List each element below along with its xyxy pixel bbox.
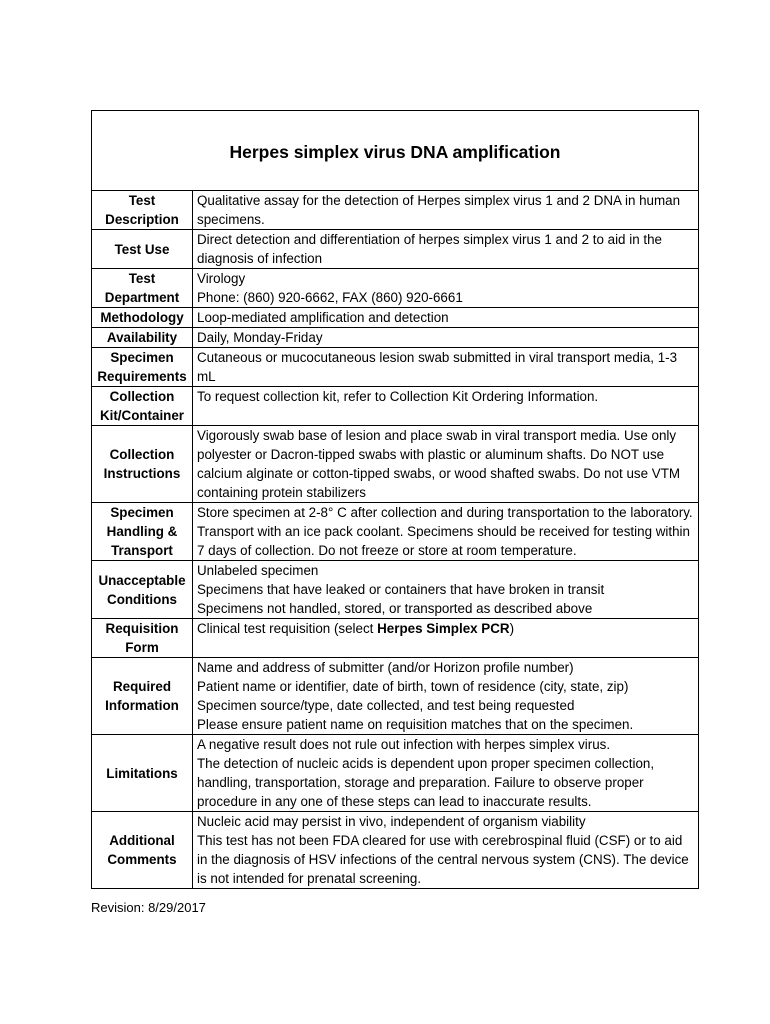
row-label-specimen-handling: Specimen Handling & Transport [92, 503, 193, 561]
value-line: Patient name or identifier, date of birth, town of residence (city, state, zip) [197, 679, 629, 694]
table-row [92, 619, 699, 658]
value-line: Virology [197, 271, 246, 286]
table-row [92, 191, 699, 230]
row-value-test-description [193, 191, 699, 230]
value-line: Specimen source/type, date collected, and test being requested [197, 698, 575, 713]
value-line: Cutaneous or mucocutaneous lesion swab submitted in viral transport media, 1-3 mL [197, 350, 678, 384]
value-line: Loop-mediated amplification and detection [197, 310, 449, 325]
row-value-specimen-handling [193, 503, 699, 561]
value-line: Store specimen at 2-8° C after collection and during transportation to the laboratory. Transport with an ice pack coolant. Specimens should be received for testing within 7 days of collection. Do not freeze or store at room temperature. [197, 505, 693, 558]
value-line: Phone: (860) 920-6662, FAX (860) 920-6661 [197, 290, 463, 305]
table-row [92, 230, 699, 269]
row-value-limitations [193, 735, 699, 812]
row-label-unacceptable-conditions: Unacceptable Conditions [92, 561, 193, 619]
table-row [92, 658, 699, 735]
row-label-requisition-form: Requisition Form [92, 619, 193, 658]
row-label-additional-comments: Additional Comments [92, 812, 193, 889]
row-value-collection-kit [193, 387, 699, 426]
row-label-limitations: Limitations [92, 735, 193, 812]
value-line: Specimens not handled, stored, or transported as described above [197, 601, 593, 616]
row-value-requisition-form [193, 619, 699, 658]
value-line: A negative result does not rule out infection with herpes simplex virus. [197, 737, 611, 752]
row-value-required-information [193, 658, 699, 735]
row-label-methodology: Methodology [92, 308, 193, 328]
row-value-test-use [193, 230, 699, 269]
table-row [92, 308, 699, 328]
row-label-collection-instructions: Collection Instructions [92, 426, 193, 503]
value-line: Please ensure patient name on requisition matches that on the specimen. [197, 717, 634, 732]
requisition-prefix: Clinical test requisition (select [197, 621, 378, 636]
test-info-table [91, 110, 699, 889]
value-line: To request collection kit, refer to Collection Kit Ordering Information. [197, 389, 599, 404]
title-row [92, 111, 699, 191]
value-line: Unlabeled specimen [197, 563, 319, 578]
row-label-required-information: Required Information [92, 658, 193, 735]
row-value-methodology [193, 308, 699, 328]
value-line: Name and address of submitter (and/or Horizon profile number) [197, 660, 574, 675]
row-value-additional-comments [193, 812, 699, 889]
table-row [92, 387, 699, 426]
document-title: Herpes simplex virus DNA amplification [92, 111, 699, 191]
value-line: Specimens that have leaked or containers that have broken in transit [197, 582, 605, 597]
row-label-specimen-requirements: Specimen Requirements [92, 348, 193, 387]
row-value-unacceptable-conditions [193, 561, 699, 619]
row-label-collection-kit: Collection Kit/Container [92, 387, 193, 426]
table-row [92, 269, 699, 308]
row-value-collection-instructions [193, 426, 699, 503]
row-value-specimen-requirements [193, 348, 699, 387]
value-line: The detection of nucleic acids is dependent upon proper specimen collection, handling, transportation, storage and preparation. Failure to observe proper procedure in any one of these steps can lead to inaccurate results. [197, 756, 655, 809]
table-row [92, 812, 699, 889]
table-row [92, 561, 699, 619]
value-line: This test has not been FDA cleared for use with cerebrospinal fluid (CSF) or to aid in the diagnosis of HSV infections of the central nervous system (CNS). The device is not intended for prenatal screening. [197, 833, 689, 886]
value-line: Vigorously swab base of lesion and place swab in viral transport media. Use only polyester or Dacron-tipped swabs with plastic or aluminum shafts. Do NOT use calcium alginate or cotton-tipped swabs, or wood shafted swabs. Do not use VTM containing protein stabilizers [197, 428, 681, 500]
row-label-test-description: Test Description [92, 191, 193, 230]
requisition-form-name: Herpes Simplex PCR [377, 621, 510, 636]
row-value-availability [193, 328, 699, 348]
value-line: Daily, Monday-Friday [197, 330, 323, 345]
row-label-test-department: Test Department [92, 269, 193, 308]
table-row [92, 426, 699, 503]
value-line: Direct detection and differentiation of herpes simplex virus 1 and 2 to aid in the diagnosis of infection [197, 232, 662, 266]
value-line: Nucleic acid may persist in vivo, independent of organism viability [197, 814, 586, 829]
table-row [92, 348, 699, 387]
table-row [92, 328, 699, 348]
value-line: Qualitative assay for the detection of Herpes simplex virus 1 and 2 DNA in human specimens. [197, 193, 681, 227]
table-row [92, 735, 699, 812]
row-label-test-use: Test Use [92, 230, 193, 269]
revision-date: Revision: 8/29/2017 [91, 900, 206, 915]
requisition-suffix: ) [509, 621, 515, 636]
row-value-test-department [193, 269, 699, 308]
table-row [92, 503, 699, 561]
row-label-availability: Availability [92, 328, 193, 348]
